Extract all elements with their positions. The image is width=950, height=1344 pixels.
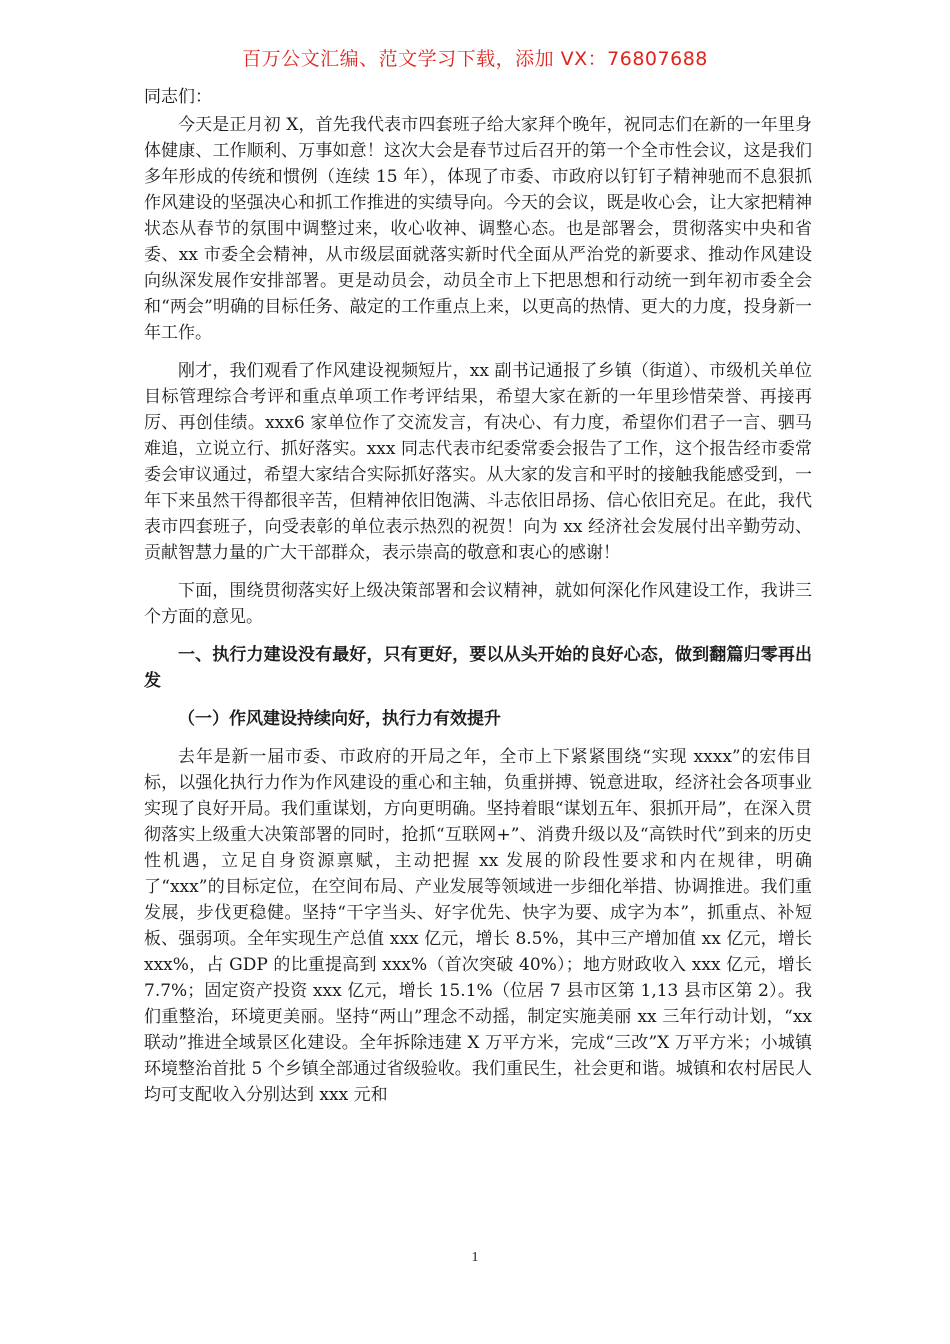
- download-banner: 百万公文汇编、范文学习下载，添加 VX：76807688: [242, 48, 708, 70]
- paragraph-achievements: 去年是新一届市委、市政府的开局之年，全市上下紧紧围绕“实现 xxxx”的宏伟目标，以强化执行力作为作风建设的重心和主轴，负重拼搏、锐意进取，经济社会各项事业实现了良好开局。我们重谋划，方向更明确。坚持着眼“谋划五年、狠抓开局”，在深入贯彻落实上级重大决策部署的同时，抢抓“互联网+”、消费升级以及“高铁时代”到来的历史性机遇，立足自身资源禀赋，主动把握 xx 发展的阶段性要求和内在规律，明确了“xxx”的目标定位，在空间布局、产业发展等领域进一步细化举措、协调推进。我们重发展，步伐更稳健。坚持“干字当头、好字优先、快字为要、成字为本”，抓重点、补短板、强弱项。全年实现生产总值 xxx 亿元，增长 8.5%，其中三产增加值 xx 亿元，增长 xxx%，占 GDP 的比重提高到 xxx%（首次突破 40%）；地方财政收入 xxx 亿元，增长 7.7%；固定资产投资 xxx 亿元，增长 15.1%（位居 7 县市区第 1,13 县市区第 2）。我们重整治，环境更美丽。坚持“两山”理念不动摇，制定实施美丽 xx 三年行动计划，“xx 联动”推进全域景区化建设。全年拆除违建 X 万平方米，完成“三改”X 万平方米；小城镇环境整治首批 5 个乡镇全部通过省级验收。我们重民生，社会更和谐。城镇和农村居民人均可支配收入分别达到 xxx 元和: [144, 747, 812, 1105]
- section-heading: 一、执行力建设没有最好，只有更好，要以从头开始的良好心态，做到翻篇归零再出发: [144, 645, 812, 691]
- paragraph-opening: 今天是正月初 X，首先我代表市四套班子给大家拜个晚年，祝同志们在新的一年里身体健康、工作顺利、万事如意！这次大会是春节过后召开的第一个全市性会议，这是我们多年形成的传统和惯例（连续 15 年），体现了市委、市政府以钉钉子精神驰而不息狠抓作风建设的坚强决心和抓工作推进的实绩导向。今天的会议，既是收心会，让大家把精神状态从春节的氛围中调整过来，收心收神、调整心态。也是部署会，贯彻落实中央和省委、xx 市委全会精神，从市级层面就落实新时代全面从严治党的新要求、推动作风建设向纵深发展作安排部署。更是动员会，动员全市上下把思想和行动统一到年初市委全会和“两会”明确的目标任务、敲定的工作重点上来，以更高的热情、更大的力度，投身新一年工作。: [144, 115, 812, 343]
- document-body: [144, 84, 812, 1120]
- subsection-heading: （一）作风建设持续向好，执行力有效提升: [178, 709, 501, 729]
- paragraph-review: 刚才，我们观看了作风建设视频短片，xx 副书记通报了乡镇（街道）、市级机关单位目标管理综合考评和重点单项工作考评结果，希望大家在新的一年里珍惜荣誉、再接再厉、再创佳绩。xxx6 家单位作了交流发言，有决心、有力度，希望你们君子一言、驷马难追，立说立行、抓好落实。xxx 同志代表市纪委常委会报告了工作，这个报告经市委常委会审议通过，希望大家结合实际抓好落实。从大家的发言和平时的接触我能感受到，一年下来虽然干得都很辛苦，但精神依旧饱满、斗志依旧昂扬、信心依旧充足。在此，我代表市四套班子，向受表彰的单位表示热烈的祝贺！向为 xx 经济社会发展付出辛勤劳动、贡献智慧力量的广大干部群众，表示崇高的敬意和衷心的感谢！: [144, 361, 812, 563]
- paragraph-outline: 下面，围绕贯彻落实好上级决策部署和会议精神，就如何深化作风建设工作，我讲三个方面的意见。: [144, 581, 812, 627]
- greeting: 同志们：: [144, 87, 212, 107]
- page-number: 1: [471, 1250, 479, 1265]
